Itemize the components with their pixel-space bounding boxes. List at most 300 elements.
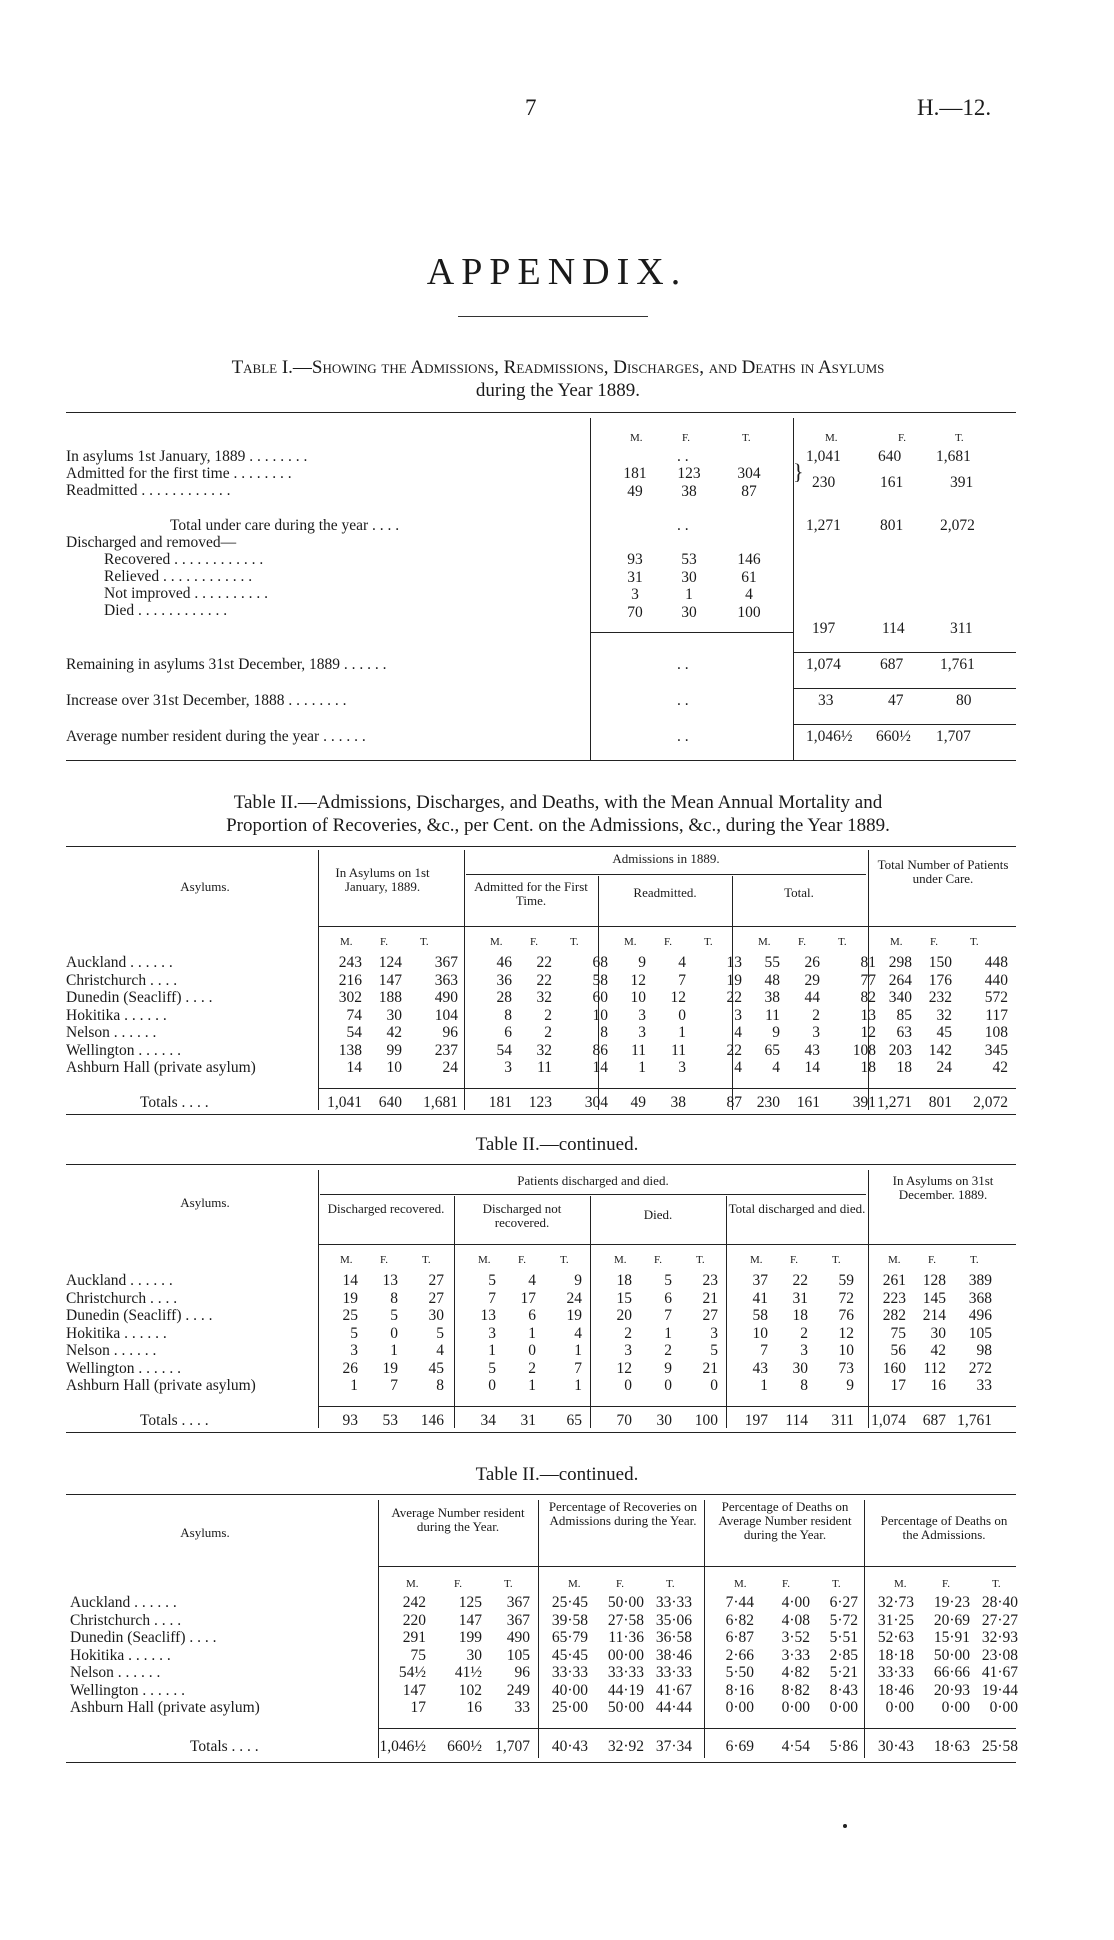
cell: 70 [627, 603, 643, 621]
asylum-name: Wellington . . . . . . [70, 1681, 185, 1699]
table-cell: 1,041 [327, 1094, 362, 1111]
table-cell: 19·23 [933, 1594, 970, 1611]
total-cell [866, 1738, 914, 1756]
table-cell: 6·82 [725, 1611, 754, 1629]
table-cell: 214 [922, 1307, 946, 1324]
table-cell: 5 [488, 1272, 496, 1289]
t1-increase-dots: . . [677, 692, 689, 709]
table-cell: 27 [702, 1307, 718, 1324]
t1-average-m [806, 728, 853, 746]
t1-disch-f [664, 551, 714, 621]
table1-bottom-rule [66, 760, 1016, 761]
part3-group1-f-column [588, 1594, 644, 1717]
table-cell: 44·44 [655, 1699, 692, 1716]
t1-remaining-dots: . . [677, 656, 689, 673]
t1-label-remaining: Remaining in asylums 31st December, 1889 . . . . . . [66, 656, 387, 673]
table-cell: 74 [346, 1006, 362, 1024]
t1-disch-m [610, 551, 660, 621]
part2-group1-f-column [496, 1272, 536, 1395]
table-cell: 4 [678, 954, 686, 971]
col-head-t: T. [560, 1254, 569, 1266]
cell: 61 [741, 568, 757, 586]
p3-totals-rule [378, 1728, 1016, 1729]
cell: 30 [681, 603, 697, 621]
table-cell: 41·67 [981, 1664, 1018, 1681]
table-cell: 30 [386, 1006, 402, 1024]
p3-bottom-rule [66, 1762, 1016, 1763]
p3-head-deaths-avg: Percentage of Deaths on Average Number resident during the Year. [718, 1499, 852, 1542]
p2-head-died: Died. [643, 1207, 673, 1222]
t1-head-m: M. [630, 432, 643, 444]
page-mark [843, 1824, 847, 1828]
table-cell: 85 [896, 1006, 912, 1024]
t1-disch-t [724, 551, 774, 621]
table-cell: 53 [382, 1412, 398, 1429]
table-cell: 30 [466, 1646, 482, 1664]
table-cell: 8 [504, 1006, 512, 1024]
total-cell [378, 1738, 426, 1756]
table-cell: 161 [796, 1094, 820, 1111]
p2-top-rule [66, 1164, 1016, 1165]
table-cell: 7 [488, 1289, 496, 1307]
table-cell: 117 [985, 1006, 1008, 1024]
table-cell: 33·33 [877, 1664, 914, 1681]
table-cell: 22 [726, 989, 742, 1006]
table-cell: 26 [804, 954, 820, 971]
p3-head-rule [378, 1566, 1016, 1567]
total-cell [540, 1738, 588, 1756]
table-cell: 40·00 [551, 1681, 588, 1699]
table-cell: 13 [382, 1272, 398, 1289]
table-cell: 45 [936, 1024, 952, 1041]
t1-increase-t [956, 692, 972, 710]
total-cell [646, 1094, 686, 1112]
t1-average-dots: . . [677, 728, 689, 745]
col-head-t: T. [666, 1578, 675, 1590]
cell: 87 [741, 482, 757, 500]
table-cell: 3 [350, 1342, 358, 1359]
table-cell: 105 [968, 1324, 992, 1342]
table-cell: 52·63 [877, 1629, 914, 1646]
table-cell: 0·00 [989, 1699, 1018, 1716]
table-cell: 76 [838, 1307, 854, 1324]
t1-label-not-improved: Not improved . . . . . . . . . . [104, 585, 269, 602]
part1-group4-f-column [912, 954, 952, 1077]
table-cell: 0·00 [941, 1699, 970, 1716]
p1-asylum-names [66, 954, 256, 1077]
table-cell: 104 [434, 1006, 458, 1024]
total-cell [644, 1738, 692, 1756]
cell: 31 [627, 568, 643, 586]
table-cell: 42 [386, 1024, 402, 1041]
cell: 1,707 [936, 728, 971, 745]
table-cell: 41 [752, 1289, 768, 1307]
table-cell: 20 [616, 1307, 632, 1324]
p2-asylum-names [66, 1272, 256, 1395]
table-cell: 5·72 [829, 1611, 858, 1629]
table-cell: 18·63 [933, 1738, 970, 1755]
table-cell: 54 [346, 1024, 362, 1041]
total-cell [780, 1094, 820, 1112]
table-cell: 18 [860, 1059, 876, 1076]
table-cell: 42 [992, 1059, 1008, 1076]
table1-sum-rule-3 [793, 688, 1016, 689]
table1-sum-rule-2 [793, 652, 1016, 653]
table-cell: 72 [838, 1289, 854, 1307]
t1-care-m [806, 517, 841, 535]
table-cell: 2 [528, 1359, 536, 1377]
part3-group3-m-column [866, 1594, 914, 1717]
t1-label-total-care: Total under care during the year . . . . [170, 517, 400, 534]
t1-label-discharged: Discharged and removed— [66, 534, 237, 551]
table-cell: 22 [792, 1272, 808, 1289]
t1-admit-m [610, 465, 660, 500]
t1-label-readmitted: Readmitted . . . . . . . . . . . . [66, 482, 231, 499]
part1-group4-m-column [866, 954, 912, 1077]
table-cell: 13 [726, 954, 742, 971]
table-cell: 7·44 [725, 1594, 754, 1611]
table-cell: 68 [592, 954, 608, 971]
table-cell: 0 [624, 1377, 632, 1394]
total-cell [952, 1094, 1008, 1112]
table-cell: 197 [744, 1412, 768, 1429]
table2-caption [66, 791, 1050, 837]
table-cell: 44 [804, 989, 820, 1006]
table-cell: 82 [860, 989, 876, 1006]
table-cell: 28 [496, 989, 512, 1006]
asylum-name: Christchurch . . . . [70, 1611, 182, 1629]
table-cell: 687 [922, 1412, 946, 1429]
table-cell: 26 [342, 1359, 358, 1377]
table-cell: 30 [656, 1412, 672, 1429]
table-cell: 25·45 [551, 1594, 588, 1611]
t1-admit-f [664, 465, 714, 500]
total-cell [808, 1412, 854, 1430]
part2-group0-m-column [318, 1272, 358, 1395]
col-head-t: T. [420, 936, 429, 948]
table-cell: 34 [480, 1412, 496, 1429]
table-cell: 3 [488, 1324, 496, 1342]
table-cell: 8 [600, 1024, 608, 1041]
p2-head-discharged-died: Patients discharged and died. [517, 1173, 669, 1188]
table-cell: 5 [350, 1324, 358, 1342]
p1-head-admissions: Admissions in 1889. [612, 851, 720, 866]
table-cell: 14 [592, 1059, 608, 1076]
table-cell: 1,271 [877, 1094, 912, 1111]
table-cell: 16 [466, 1699, 482, 1716]
cell: 181 [623, 465, 647, 482]
total-cell [970, 1738, 1018, 1756]
table-cell: 5·51 [829, 1629, 858, 1646]
table-cell: 19 [382, 1359, 398, 1377]
table-cell: 1 [528, 1377, 536, 1394]
col-head-f: F. [782, 1578, 790, 1590]
table-cell: 272 [968, 1359, 992, 1377]
part1-group0-m-column [316, 954, 362, 1077]
table-cell: 2 [624, 1324, 632, 1342]
table-cell: 25·58 [981, 1738, 1018, 1755]
table-cell: 11 [671, 1041, 686, 1059]
col-head-t: T. [832, 1578, 841, 1590]
table-cell: 3 [504, 1059, 512, 1076]
part3-group2-t-column [810, 1594, 858, 1717]
part3-group1-m-column [540, 1594, 588, 1717]
table-cell: 17 [890, 1377, 906, 1394]
table-cell: 30 [428, 1307, 444, 1324]
p2-div-2 [454, 1196, 455, 1428]
part3-group0-t-column [482, 1594, 530, 1717]
table-cell: 496 [968, 1307, 992, 1324]
t1-adm-total-f [880, 474, 903, 492]
col-head-m: M. [478, 1254, 491, 1266]
p1-div-2 [464, 850, 465, 1110]
table-cell: 232 [928, 989, 952, 1006]
total-cell [866, 1412, 906, 1430]
part1-group1-f-column [512, 954, 552, 1077]
table-cell: 29 [804, 971, 820, 989]
table-cell: 37·34 [655, 1738, 692, 1755]
cell: 197 [812, 620, 836, 637]
table-cell: 801 [928, 1094, 952, 1111]
table-cell: 7 [390, 1377, 398, 1394]
table-cell: 99 [386, 1041, 402, 1059]
table1-divider-1 [590, 418, 591, 760]
table-cell: 9 [638, 954, 646, 971]
p2-head-recovered: Discharged recovered. [327, 1201, 445, 1216]
table-cell: 31 [792, 1289, 808, 1307]
p3-head-average: Average Number resident during the Year. [391, 1505, 525, 1534]
table-cell: 75 [410, 1646, 426, 1664]
asylum-name: Auckland . . . . . . [66, 1272, 173, 1289]
p1-totals-label: Totals . . . . [140, 1094, 209, 1111]
part3-group3-t-column [970, 1594, 1018, 1717]
p1-head-rule [318, 926, 1016, 927]
table-cell: 54 [496, 1041, 512, 1059]
asylum-name: Auckland . . . . . . [70, 1594, 177, 1611]
table-cell: 60 [592, 989, 608, 1006]
table-cell: 55 [764, 954, 780, 971]
col-head-f: F. [942, 1578, 950, 1590]
table-cell: 00·00 [607, 1646, 644, 1664]
table1-sum-rule-4 [793, 724, 1016, 725]
t1-adm-total-t [950, 474, 973, 492]
asylum-name: Nelson . . . . . . [70, 1664, 161, 1681]
p1-totals-rule [318, 1088, 1016, 1089]
table-cell: 96 [442, 1024, 458, 1041]
col-head-t: T. [838, 936, 847, 948]
col-head-f: F. [790, 1254, 798, 1266]
table-cell: 216 [338, 971, 362, 989]
total-cell [866, 1094, 912, 1112]
col-head-t: T. [704, 936, 713, 948]
total-cell [914, 1738, 970, 1756]
table-cell: 147 [402, 1681, 426, 1699]
table-cell: 6 [528, 1307, 536, 1324]
table-cell: 4·54 [781, 1738, 810, 1755]
table-cell: 5 [664, 1272, 672, 1289]
t1-remaining-m [806, 656, 841, 674]
table-cell: 311 [831, 1412, 854, 1429]
p2-totals-label: Totals . . . . [140, 1412, 209, 1429]
table-cell: 27·58 [607, 1611, 644, 1629]
table-cell: 291 [402, 1629, 426, 1646]
table1-sum-rule [590, 632, 793, 633]
table-cell: 10 [386, 1059, 402, 1076]
table-cell: 32·92 [607, 1738, 644, 1755]
p2-head-asylums: Asylums. [180, 1195, 230, 1210]
table-cell: 0·00 [725, 1699, 754, 1716]
table-cell: 203 [888, 1041, 912, 1059]
table-cell: 3 [624, 1342, 632, 1359]
total-cell [728, 1412, 768, 1430]
col-head-m: M. [734, 1578, 747, 1590]
table-cell: 33·33 [607, 1664, 644, 1681]
table-cell: 24 [936, 1059, 952, 1076]
t1-head2-t: T. [955, 432, 964, 444]
t1-label-died: Died . . . . . . . . . . . . [104, 602, 228, 619]
total-cell [600, 1094, 646, 1112]
table-cell: 20·93 [933, 1681, 970, 1699]
asylum-name: Nelson . . . . . . [66, 1342, 157, 1359]
t1-in-f [878, 448, 901, 466]
asylum-name: Auckland . . . . . . [66, 954, 173, 971]
col-head-m: M. [614, 1254, 627, 1266]
t1-in-asylums-dots: . . [677, 448, 689, 465]
table-cell: 3·33 [781, 1646, 810, 1664]
table-cell: 11 [631, 1041, 646, 1059]
part2-group3-m-column [728, 1272, 768, 1395]
col-head-t: T. [992, 1578, 1001, 1590]
col-head-t: T. [422, 1254, 431, 1266]
table-cell: 4 [734, 1059, 742, 1076]
col-head-f: F. [798, 936, 806, 948]
table-cell: 4·00 [781, 1594, 810, 1611]
col-head-m: M. [490, 936, 503, 948]
table-cell: 2 [800, 1324, 808, 1342]
table-cell: 1 [574, 1377, 582, 1394]
p3-div-2 [538, 1500, 539, 1758]
table-cell: 640 [378, 1094, 402, 1111]
document-reference: H.—12. [917, 95, 992, 120]
table-cell: 18 [896, 1059, 912, 1076]
table-cell: 70 [616, 1412, 632, 1429]
table-cell: 20·69 [933, 1611, 970, 1629]
table-cell: 28·40 [981, 1594, 1018, 1611]
p1-head-in-asylums: In Asylums on 1st January, 1889. [335, 865, 430, 894]
table-cell: 9 [846, 1377, 854, 1394]
table-cell: 56 [890, 1342, 906, 1359]
table-cell: 1 [678, 1024, 686, 1041]
col-head-m: M. [894, 1578, 907, 1590]
table-cell: 14 [342, 1272, 358, 1289]
table-cell: 1 [528, 1324, 536, 1342]
table-cell: 50·00 [607, 1699, 644, 1716]
table-cell: 100 [694, 1412, 718, 1429]
part1-group0-t-column [402, 954, 458, 1077]
part2-group4-t-column [946, 1272, 992, 1395]
cell: 47 [888, 692, 904, 709]
table-cell: 261 [882, 1272, 906, 1289]
col-head-m: M. [750, 1254, 763, 1266]
table-cell: 0 [488, 1377, 496, 1394]
table-cell: 304 [584, 1094, 608, 1111]
table-cell: 243 [338, 954, 362, 971]
table-cell: 4·08 [781, 1611, 810, 1629]
table-cell: 3·52 [781, 1629, 810, 1646]
table-cell: 8 [800, 1377, 808, 1394]
t1-remaining-f [880, 656, 903, 674]
col-head-m: M. [568, 1578, 581, 1590]
col-head-m: M. [758, 936, 771, 948]
table-cell: 27 [428, 1289, 444, 1307]
table-cell: 2,072 [973, 1094, 1008, 1111]
table-cell: 66·66 [933, 1664, 970, 1681]
table-cell: 5·21 [829, 1664, 858, 1681]
col-head-f: F. [454, 1578, 462, 1590]
col-head-f: F. [518, 1254, 526, 1266]
t1-average-f [876, 728, 911, 746]
col-head-f: F. [616, 1578, 624, 1590]
cell: 391 [950, 474, 974, 491]
table-cell: 6·69 [725, 1738, 754, 1755]
p2-div-4 [726, 1196, 727, 1428]
part2-group1-t-column [536, 1272, 582, 1395]
table-cell: 18·18 [877, 1646, 914, 1664]
total-cell [912, 1094, 952, 1112]
table-cell: 242 [402, 1594, 426, 1611]
asylum-name: Christchurch . . . . [66, 1289, 178, 1307]
p3-div-3 [704, 1500, 705, 1758]
t1-disch-total-m [812, 620, 835, 638]
p3-totals-label: Totals . . . . [190, 1738, 259, 1755]
cell: 114 [882, 620, 905, 637]
cell: 33 [818, 692, 834, 709]
p1-bottom-rule [66, 1114, 1016, 1115]
cell: 304 [737, 465, 761, 482]
table-cell: 32 [536, 1041, 552, 1059]
t1-label-average: Average number resident during the year . . . . . . [66, 728, 366, 745]
table-cell: 2·85 [829, 1646, 858, 1664]
col-head-t: T. [570, 936, 579, 948]
table-cell: 490 [506, 1629, 530, 1646]
part2-group4-m-column [866, 1272, 906, 1395]
table-cell: 1,074 [871, 1412, 906, 1429]
table-cell: 27·27 [981, 1611, 1018, 1629]
total-cell [946, 1412, 992, 1430]
table-cell: 19·44 [981, 1681, 1018, 1699]
col-head-m: M. [340, 936, 353, 948]
table-cell: 98 [976, 1342, 992, 1359]
t1-increase-f [888, 692, 904, 710]
table-cell: 45 [428, 1359, 444, 1377]
table-cell: 302 [338, 989, 362, 1006]
table-cell: 1 [664, 1324, 672, 1342]
t1-head2-m: M. [825, 432, 838, 444]
part3-group2-f-column [754, 1594, 810, 1717]
cell: 801 [880, 517, 904, 534]
table-cell: 389 [968, 1272, 992, 1289]
total-cell [318, 1412, 358, 1430]
col-head-t: T. [970, 936, 979, 948]
table-cell: 147 [378, 971, 402, 989]
table-cell: 12 [860, 1024, 876, 1041]
table-cell: 367 [506, 1611, 530, 1629]
table-cell: 14 [346, 1059, 362, 1076]
t1-label-increase: Increase over 31st December, 1888 . . . . . . . . [66, 692, 347, 709]
cell: 53 [681, 551, 697, 568]
part1-group4-t-column [952, 954, 1008, 1077]
table-cell: 7 [664, 1307, 672, 1324]
